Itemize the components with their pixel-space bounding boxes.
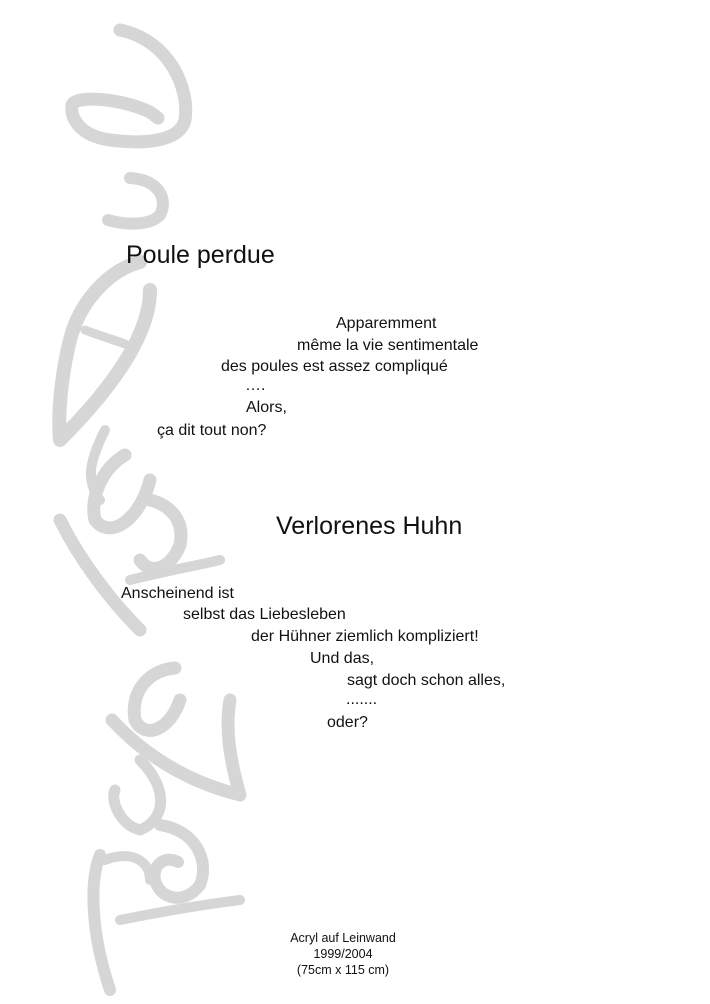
caption-medium: Acryl auf Leinwand bbox=[290, 931, 396, 945]
poem-line: Anscheinend ist bbox=[121, 585, 234, 602]
poem-title-german: Verlorenes Huhn bbox=[276, 512, 463, 540]
caption-years: 1999/2004 bbox=[313, 947, 373, 961]
poem-title-french: Poule perdue bbox=[126, 241, 275, 269]
caption-size: (75cm x 115 cm) bbox=[296, 963, 390, 977]
poem-line: Alors, bbox=[246, 399, 287, 416]
poem-line: der Hühner ziemlich kompliziert! bbox=[251, 628, 479, 645]
poem-line: …. bbox=[245, 377, 266, 394]
poem-line: oder? bbox=[327, 714, 368, 731]
poem-line: ça dit tout non? bbox=[157, 422, 267, 439]
poem-line: Apparemment bbox=[336, 315, 437, 332]
poem-line: même la vie sentimentale bbox=[297, 337, 479, 354]
poem-line: des poules est assez compliqué bbox=[221, 358, 448, 375]
poem-line: sagt doch schon alles, bbox=[347, 672, 506, 689]
poem-line: selbst das Liebesleben bbox=[183, 606, 346, 623]
poem-line: ....... bbox=[346, 691, 378, 708]
poem-line: Und das, bbox=[310, 650, 375, 667]
